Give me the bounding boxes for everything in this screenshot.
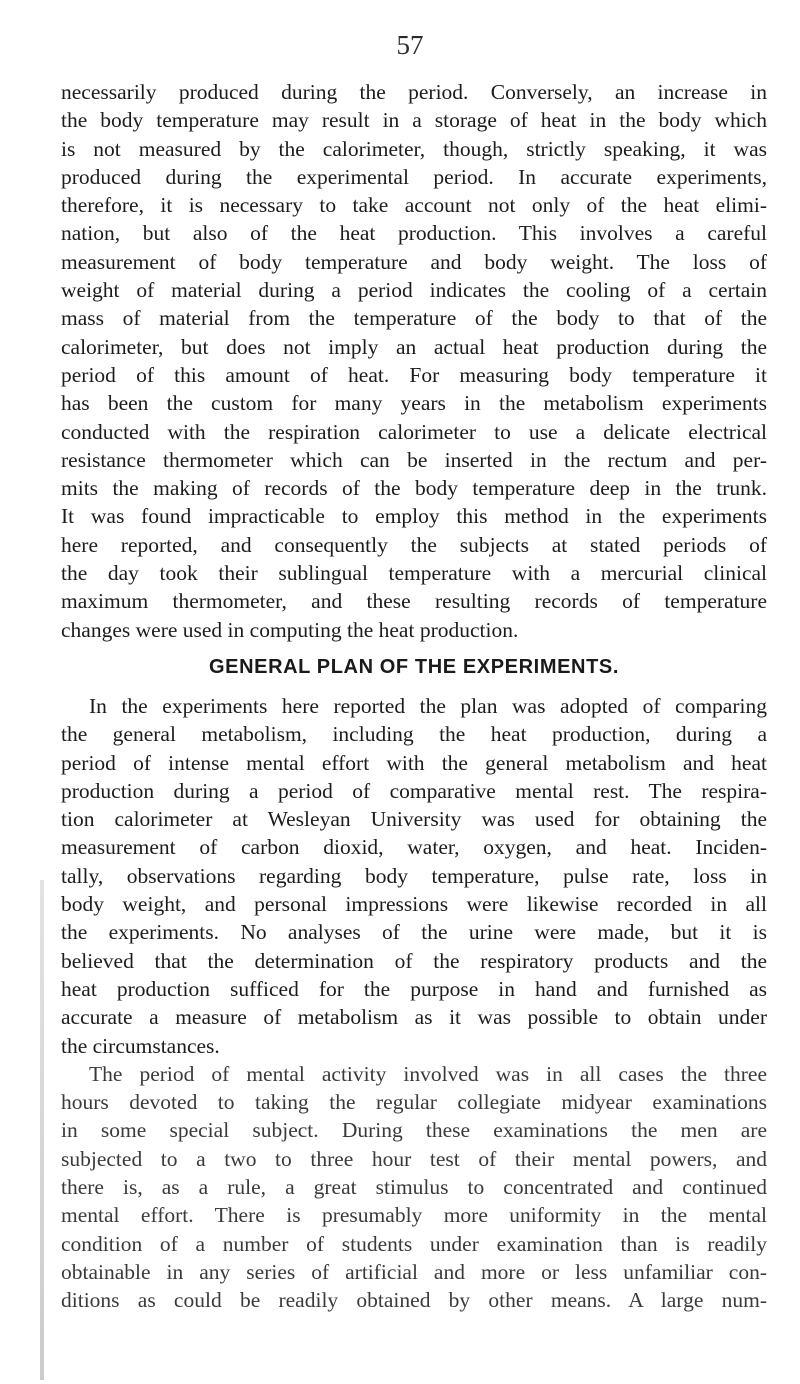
text-line: here reported, and consequently the subjects at stated periods of [61,532,767,557]
text-line: body weight, and personal impressions were likewise recorded in all [61,892,767,917]
text-line: the experiments. No analyses of the urine were made, but it is [61,920,767,945]
text-line: conducted with the respiration calorimeter to use a delicate electrical [61,419,767,444]
text-line: has been the custom for many years in the metabolism experiments [61,391,767,416]
paragraph-heat-measurement [61,78,767,644]
text-line: in some special subject. During these examinations the men are [61,1118,767,1143]
text-line: changes were used in computing the heat production. [61,617,519,642]
text-line: The period of mental activity involved was in all cases the three [89,1061,767,1086]
text-line: the general metabolism, including the heat production, during a [61,722,767,747]
text-line: resistance thermometer which can be inserted in the rectum and per- [61,447,767,472]
text-line: hours devoted to taking the regular collegiate midyear examinations [61,1090,767,1115]
text-line: heat production sufficed for the purpose in hand and furnished as [61,976,767,1001]
text-line: nation, but also of the heat production. This involves a careful [61,221,767,246]
text-line: measurement of carbon dioxid, water, oxygen, and heat. Inciden- [61,835,767,860]
text-line: ditions as could be readily obtained by other means. A large num- [61,1288,767,1313]
text-line: measurement of body temperature and body weight. The loss of [61,249,767,274]
text-line: obtainable in any series of artificial and more or less unfamiliar con- [61,1259,767,1284]
paragraph-mental-activity [61,1060,767,1315]
text-line: the body temperature may result in a storage of heat in the body which [61,108,767,133]
text-line: accurate a measure of metabolism as it was possible to obtain under [61,1005,767,1030]
scan-edge-shadow [40,880,44,1380]
text-line: the circumstances. [61,1033,220,1058]
page-number: 57 [396,30,424,60]
text-line: mits the making of records of the body temperature deep in the trunk. [61,476,767,501]
text-line: is not measured by the calorimeter, though, strictly speaking, it was [61,136,767,161]
text-line: It was found impracticable to employ this method in the experiments [61,504,767,529]
text-line: period of intense mental effort with the general metabolism and heat [61,750,767,775]
text-line: In the experiments here reported the plan was adopted of comparing [89,693,767,718]
text-line: mass of material from the temperature of the body to that of the [61,306,767,331]
text-line: there is, as a rule, a great stimulus to concentrated and continued [61,1174,767,1199]
text-line: necessarily produced during the period. Conversely, an increase in [61,80,767,104]
text-line: subjected to a two to three hour test of their mental powers, and [61,1146,767,1171]
paragraph-general-plan [61,692,767,1060]
text-line: production during a period of comparative mental rest. The respira- [61,778,767,803]
text-line: the day took their sublingual temperature with a mercurial clinical [61,561,767,586]
body-text [61,78,767,1314]
text-line: tally, observations regarding body temperature, pulse rate, loss in [61,863,767,888]
section-heading: GENERAL PLAN OF THE EXPERIMENTS. [209,655,619,678]
text-line: therefore, it is necessary to take account not only of the heat elimi- [61,193,767,218]
text-line: tion calorimeter at Wesleyan University was used for obtaining the [61,807,767,832]
text-line: calorimeter, but does not imply an actual heat production during the [61,334,767,359]
text-line: condition of a number of students under examination than is readily [61,1231,767,1256]
text-line: mental effort. There is presumably more uniformity in the mental [61,1203,767,1228]
text-line: weight of material during a period indicates the cooling of a certain [61,278,767,303]
text-line: maximum thermometer, and these resulting records of temperature [61,589,767,614]
text-line: believed that the determination of the respiratory products and the [61,948,767,973]
text-line: produced during the experimental period. In accurate experiments, [61,164,767,189]
text-line: period of this amount of heat. For measuring body temperature it [61,362,767,387]
